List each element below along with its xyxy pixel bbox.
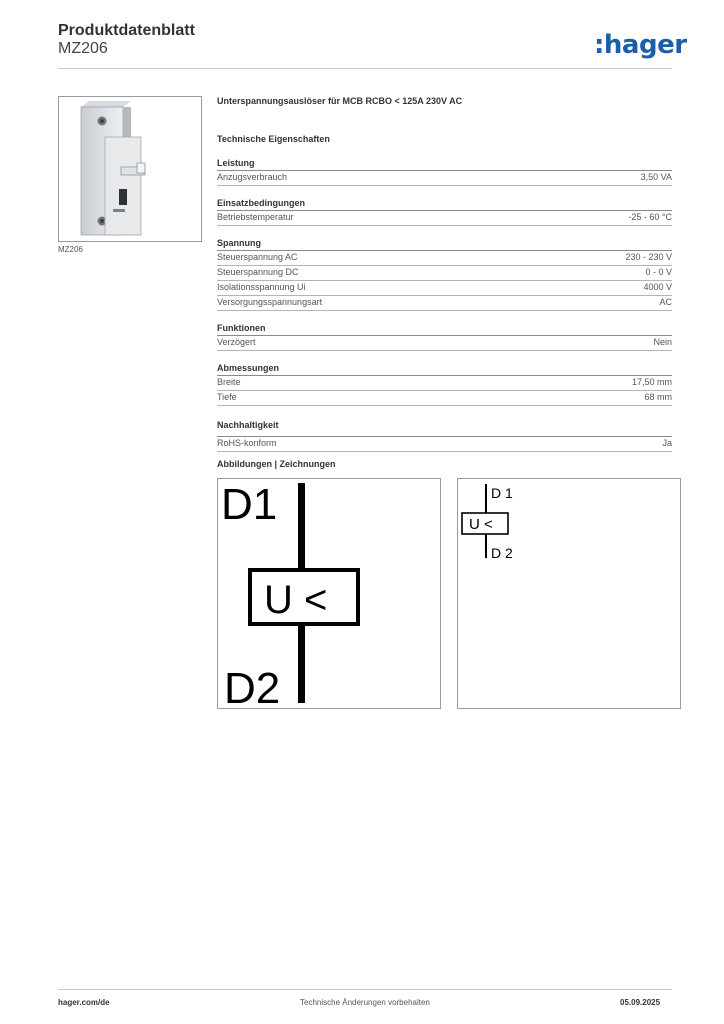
terminal-label-top: D 1 <box>491 485 513 501</box>
spec-value: 4000 V <box>643 282 672 292</box>
spec-group <box>217 238 672 311</box>
spec-row <box>217 391 672 406</box>
spec-group <box>217 420 672 452</box>
image-caption: MZ206 <box>58 245 83 254</box>
circuit-symbol-small <box>458 479 680 708</box>
spec-section <box>217 96 672 452</box>
spec-value: 17,50 mm <box>631 377 672 387</box>
symbol-drawing-large <box>217 478 441 709</box>
spec-label: Versorgungsspannungsart <box>217 297 323 307</box>
symbol-drawing-small <box>457 478 681 709</box>
footer-website: hager.com/de <box>58 998 110 1007</box>
spec-row <box>217 211 672 226</box>
group-title: Funktionen <box>217 323 266 333</box>
spec-label: RoHS-konform <box>217 438 277 448</box>
terminal-label-top: D1 <box>221 480 278 529</box>
page-title: Produktdatenblatt <box>58 22 195 39</box>
terminal-label-bottom: D2 <box>224 664 281 708</box>
spec-group <box>217 198 672 226</box>
spec-label: Tiefe <box>217 392 237 402</box>
spec-group <box>217 323 672 351</box>
group-title: Einsatzbedingungen <box>217 198 306 208</box>
spec-row <box>217 251 672 266</box>
product-illustration <box>59 97 201 241</box>
spec-label: Verzögert <box>217 337 256 347</box>
product-code: MZ206 <box>58 40 108 57</box>
spec-row <box>217 266 672 281</box>
footer-date: 05.09.2025 <box>620 998 661 1007</box>
spec-value: Nein <box>653 337 672 347</box>
spec-value: -25 - 60 °C <box>628 212 672 222</box>
spec-label: Steuerspannung AC <box>217 252 298 262</box>
spec-value: AC <box>659 297 672 307</box>
spec-label: Isolationsspannung Ui <box>217 282 306 292</box>
terminal-label-bottom: D 2 <box>491 545 513 561</box>
spec-value: 230 - 230 V <box>625 252 672 262</box>
group-title: Leistung <box>217 158 255 168</box>
spec-value: Ja <box>662 438 672 448</box>
hager-logo: :hager <box>594 30 687 60</box>
footer-disclaimer: Technische Änderungen vorbehalten <box>300 998 430 1007</box>
group-title: Abmessungen <box>217 363 280 373</box>
circuit-symbol-large <box>218 479 440 708</box>
group-title: Spannung <box>217 238 261 248</box>
spec-row <box>217 281 672 296</box>
spec-row <box>217 336 672 351</box>
product-image <box>58 96 202 242</box>
spec-label: Steuerspannung DC <box>217 267 299 277</box>
spec-label: Breite <box>217 377 241 387</box>
spec-row <box>217 376 672 391</box>
coil-label: U < <box>264 578 328 622</box>
spec-row <box>217 296 672 311</box>
spec-group <box>217 158 672 186</box>
spec-label: Anzugsverbrauch <box>217 172 288 182</box>
spec-value: 68 mm <box>644 392 672 402</box>
spec-row <box>217 437 672 452</box>
tech-heading: Technische Eigenschaften <box>217 134 330 144</box>
header-divider <box>58 68 672 69</box>
coil-label: U < <box>469 516 493 533</box>
product-description: Unterspannungsauslöser für MCB RCBO < 125A 230V AC <box>217 96 463 106</box>
spec-group <box>217 363 672 406</box>
footer-divider <box>58 989 672 990</box>
spec-value: 3,50 VA <box>640 172 672 182</box>
spec-row <box>217 171 672 186</box>
group-title: Nachhaltigkeit <box>217 420 279 430</box>
drawings-title: Abbildungen | Zeichnungen <box>217 459 336 469</box>
spec-label: Betriebstemperatur <box>217 212 294 222</box>
spec-value: 0 - 0 V <box>645 267 672 277</box>
